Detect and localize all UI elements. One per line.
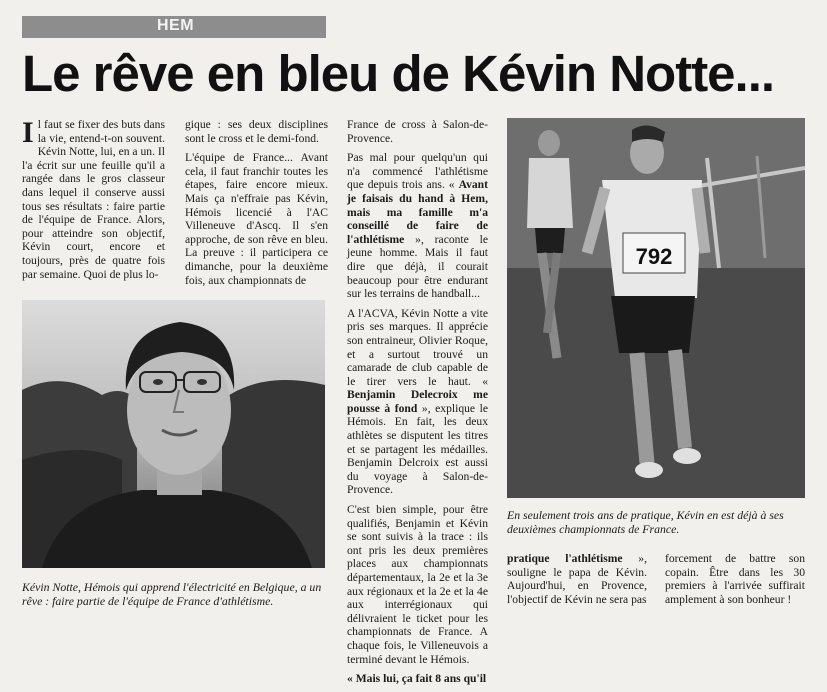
col3-paragraph-2: Pas mal pour quelqu'un qui n'a commencé l'athlétisme que depuis trois ans. « Avant je faisais du hand à Hem, mais ma famille m'a conseillé de faire de l'athlétisme », raconte le jeune homme. Mais il faut dire que déjà, il courait beaucoup pour être endurant sur les terrains de handball... <box>347 151 488 301</box>
col2-paragraph-2: L'équipe de France... Avant cela, il faut franchir toutes les étapes, faire encore mieux. Mais ça n'effraie pas Kévin, Hémois licencié à l'AC Villeneuve d'Ascq. Il s'en approche, de son rêve en bleu. La preuve : il participera ce dimanche, pour la deuxième fois, aux championnats de <box>185 151 328 287</box>
col3-paragraph-5: « Mais lui, ça fait 8 ans qu'il <box>347 672 487 686</box>
headline: Le rêve en bleu de Kévin Notte... <box>22 45 775 102</box>
col5-text: forcement de battre son copain. Être dans les 30 premiers à l'arrivée suffirait amplement à son bonheur ! <box>665 552 805 606</box>
runner-image <box>507 118 805 498</box>
column-3 <box>347 118 488 692</box>
kicker-label: HEM <box>157 17 195 34</box>
section-kicker <box>22 16 326 38</box>
col1-text: l faut se fixer des buts dans la vie, entend-t-on souvent. Kévin Notte, lui, en a un. Il l'a écrit sur une feuille qu'il a rangée dans le gros classeur dans lequel il conserve aussi tous ses résultats : faire partie de l'équipe de France. Alors, pour atteindre son objectif, Kévin court, encore et toujours, près de quatre fois par semaine. Quoi de plus lo- <box>22 118 165 281</box>
quote-bold: pratique l'athlétisme <box>507 552 623 565</box>
column-2 <box>185 118 328 293</box>
column-4: pratique l'athlétisme », souligne le papa de Kévin. Aujourd'hui, en Provence, l'objectif de Kévin ne sera pas <box>507 552 647 606</box>
bib-number: 792 <box>635 244 673 269</box>
col3-paragraph-1: France de cross à Salon-de-Provence. <box>347 118 488 145</box>
dropcap: I <box>22 116 34 149</box>
col3-paragraph-4: C'est bien simple, pour être qualifiés, Benjamin et Kévin se sont suivis à la trace : ils ont pris les deux premières places aux championnats départementaux, la 2e et la 3e aux régionaux et la 2e et la 4e aux interrégionaux qui délivraient le ticket pour les championnats de France. A chaque fois, le Villeneuvois a terminé devant le Hémois. <box>347 503 488 666</box>
col3-paragraph-3: A l'ACVA, Kévin Notte a vite pris ses marques. Il apprécie son entraineur, Olivier Roque, et a surtout trouvé un camarade de club capable de le tirer vers le haut. « Benjamin Delecroix me pousse à fond », explique le Hémois. En fait, les deux athlètes se disputent les titres et se partagent les médailles. Benjamin Delcroix est aussi du voyage à Salon-de-Provence. <box>347 306 488 497</box>
column-1 <box>22 118 165 287</box>
quote-bold: Benjamin Delecroix me pousse à fond <box>347 388 488 415</box>
col2-paragraph-1: gique : ses deux disciplines sont le cross et le demi-fond. <box>185 118 328 145</box>
quote-bold: Mais lui, ça fait 8 ans qu'il <box>355 672 487 686</box>
column-5 <box>665 552 805 612</box>
quote-bold: Avant je faisais du hand à Hem, mais ma famille m'a conseillé de faire de l'athlétisme <box>347 178 488 246</box>
portrait-photo <box>22 300 325 568</box>
runner-caption: En seulement trois ans de pratique, Kévin en est déjà à ses deuxièmes championnats de France. <box>507 508 784 536</box>
portrait-caption: Kévin Notte, Hémois qui apprend l'électricité en Belgique, a un rêve : faire partie de l'équipe de France d'athlétisme. <box>22 580 322 608</box>
portrait-image <box>22 300 325 568</box>
runner-photo <box>507 118 805 498</box>
